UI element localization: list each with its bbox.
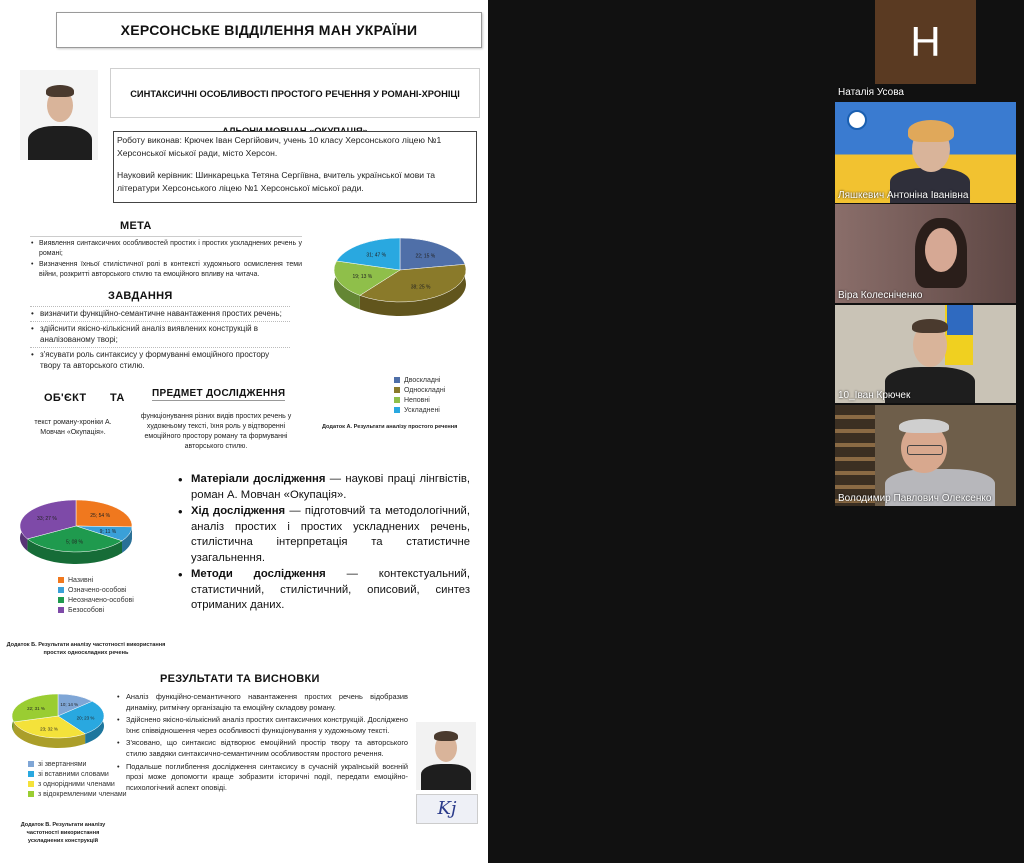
legend-label: Ускладнені [404,407,440,414]
pie-chart-a-svg [330,230,480,330]
research-topic-box [110,68,480,118]
legend-entry [28,780,118,790]
pie-chart-v-svg [8,688,114,758]
goal-list [30,236,302,281]
tasks-title: ЗАВДАННЯ [108,290,173,302]
organization-logo-icon [847,110,867,130]
legend-entry [58,606,158,616]
bookshelf [835,405,875,506]
author-photo-small [416,722,476,790]
participant-avatar-1 [875,0,976,84]
legend-entry [28,790,127,800]
author-photo [20,70,98,160]
pie-chart-b [16,492,146,572]
participant-name-5: Володимир Павлович Олексенко [838,493,992,504]
legend-label: Односкладні [404,387,446,394]
pie-data-label: 9; 11 % [99,528,117,535]
participant-name-1: Наталія Усова [838,87,904,98]
and-word: ТА [110,392,125,404]
goal-title: МЕТА [120,220,152,232]
participant-tile-3[interactable] [835,204,1016,303]
legend-entry [28,760,118,770]
legend-label: з відокремленими членами [38,791,127,798]
object-title: ОБ'ЄКТ [44,392,87,404]
research-topic-line1: СИНТАКСИЧНІ ОСОБЛИВОСТІ ПРОСТОГО РЕЧЕННЯ У РОМАНІ-ХРОНІЦІ [130,89,460,99]
legend-entry [58,596,158,606]
results-list [116,692,408,795]
pie-data-label: 20; 23 % [76,715,95,721]
task-item: • здійснити якісно-кількісний аналіз виявлених конструкцій в аналізованому творі; [30,321,290,345]
legend-label: зі звертаннями [38,761,87,768]
tasks-list [30,306,290,373]
legend-label: Називні [68,577,94,584]
goal-item: • Визначення їхньої стилістичної ролі в контексті художнього осмислення теми війни, розкритті авторського стилю та емоційного впливу на читача. [30,260,302,280]
task-item: • визначити функційно-семантичне навантаження простих речень; [30,306,290,319]
pie-data-label: 31; 47 % [366,252,387,259]
caption-a: Додаток А. Результати аналізу простого речення [322,424,458,430]
result-item: • Подальше поглиблення дослідження синтаксису в сучасній українській воєнній прозі може допомогти краще зобразити історичні події, передати емоційно-психологічний аспект оповіді. [116,762,408,794]
pie-data-label: 19; 13 % [352,273,373,280]
pie-data-label: 10; 14 % [60,701,79,707]
result-item: • Аналіз функційно-семантичного навантаження простих речень відобразив динаміку, ритмічну організацію та емоційну складову роману. [116,692,408,713]
signature-text: Kj [437,798,457,819]
legend-swatch [58,607,64,613]
materials-item: • Матеріали дослідження — наукові праці лінгвістів, роман А. Мовчан «Окупація». [178,472,470,503]
results-title: РЕЗУЛЬТАТИ ТА ВИСНОВКИ [160,673,320,685]
legend-swatch [58,597,64,603]
legend-swatch [394,407,400,413]
object-text: текст роману-хроніки А. Мовчан «Окупація». [34,419,112,436]
methods-item: • Методи дослідження — контекстуальний, статистичний, стилістичний, описовий, синтез отриманих даних. [178,567,470,614]
subject-title: ПРЕДМЕТ ДОСЛІДЖЕННЯ [152,388,286,399]
legend-label: Двоскладні [404,377,441,384]
author-info-box [113,131,477,203]
pie-data-label: 5; 08 % [66,539,84,546]
pie-chart-b-svg [16,492,146,572]
legend-entry [394,396,484,406]
pie-data-label: 23; 32 % [40,726,58,732]
result-item: • З'ясовано, що синтаксис відтворює емоційний простір твору та авторського стилю завдяки синтаксично-семантичним особливостям простого речення. [116,738,408,759]
legend-entry [28,770,118,780]
participant-initial: Н [910,18,941,65]
shared-poster [0,0,488,863]
legend-swatch [394,387,400,393]
legend-swatch [28,791,34,797]
legend-label: Неозначено-особові [68,597,134,604]
caption-v: Додаток В. Результати аналізу частотності використання ускладнених конструкцій [20,822,106,844]
legend-entry [58,586,158,596]
pie-data-label: 22; 15 % [415,253,436,260]
participant-name-3: Віра Колесніченко [838,290,923,301]
task-item: • з'ясувати роль синтаксису у формуванні емоційного простору твору та авторського стилю. [30,347,290,371]
legend-swatch [28,771,34,777]
caption-b: Додаток Б. Результати аналізу частотності використання простих односкладних речень [6,642,166,656]
pie-chart-v [8,688,114,758]
signature [416,794,478,824]
participant-tile-4[interactable] [835,305,1016,403]
legend-swatch [394,377,400,383]
poster-header: ХЕРСОНСЬКЕ ВІДДІЛЕННЯ МАН УКРАЇНИ [120,22,418,38]
participant-tile-5[interactable] [835,405,1016,506]
participant-tile-2[interactable] [835,102,1016,203]
subject-text: функціонування різних видів простих речень у художньому тексті, їхня роль у відтворенні емоційного простору роману та формуванні авторського стилю. [140,413,292,450]
legend-swatch [394,397,400,403]
pie-chart-a [330,230,480,330]
legend-entry [394,386,484,396]
participant-tile-1[interactable] [835,0,1016,100]
participant-name-4: 10_Іван Крючек [838,390,911,401]
glasses-icon [907,445,943,455]
flag-blue [947,305,973,335]
result-item: • Здійснено якісно-кількісний аналіз простих синтаксичних конструкцій. Досліджено їхнє співвідношення через особливості функціонування у художньому тексті. [116,715,408,736]
legend-label: з однорідними членами [38,781,115,788]
legend-a [394,376,484,416]
legend-label: Означено-особові [68,587,127,594]
pie-data-label: 33; 27 % [37,516,57,523]
legend-swatch [28,761,34,767]
author-supervisor: Науковий керівник: Шинкарецька Тетяна Сергіївна, вчитель української мови та літератури Херсонського ліцею №1 Херсонської міської ради. [117,170,436,193]
legend-entry [394,376,484,386]
legend-label: зі вставними словами [38,771,109,778]
legend-swatch [28,781,34,787]
goal-item: • Виявлення синтаксичних особливостей простих і простих ускладнених речень у романі; [30,239,302,259]
pie-data-label: 38; 25 % [410,284,431,291]
legend-swatch [58,577,64,583]
research-details-list [178,472,470,615]
legend-entry [394,406,484,416]
pie-data-label: 25; 54 % [90,513,111,520]
author-performer: Роботу виконав: Крючек Іван Сергійович, учень 10 класу Херсонського ліцею №1 Херсонської міської ради, місто Херсон. [117,135,442,158]
legend-v [28,760,127,800]
pie-data-label: 22; 31 % [27,706,45,712]
legend-label: Неповні [404,397,430,404]
legend-swatch [58,587,64,593]
poster-header-box [56,12,482,48]
participant-name-2: Ляшкевич Антоніна Іванівна [838,190,969,201]
course-item: • Хід дослідження — підготовчий та методологічний, аналіз простих і простих ускладнених речень, стилістична інтерпретація та статистичне узагальнення. [178,504,470,566]
legend-label: Безособові [68,607,105,614]
legend-b [58,576,158,616]
legend-entry [58,576,158,586]
